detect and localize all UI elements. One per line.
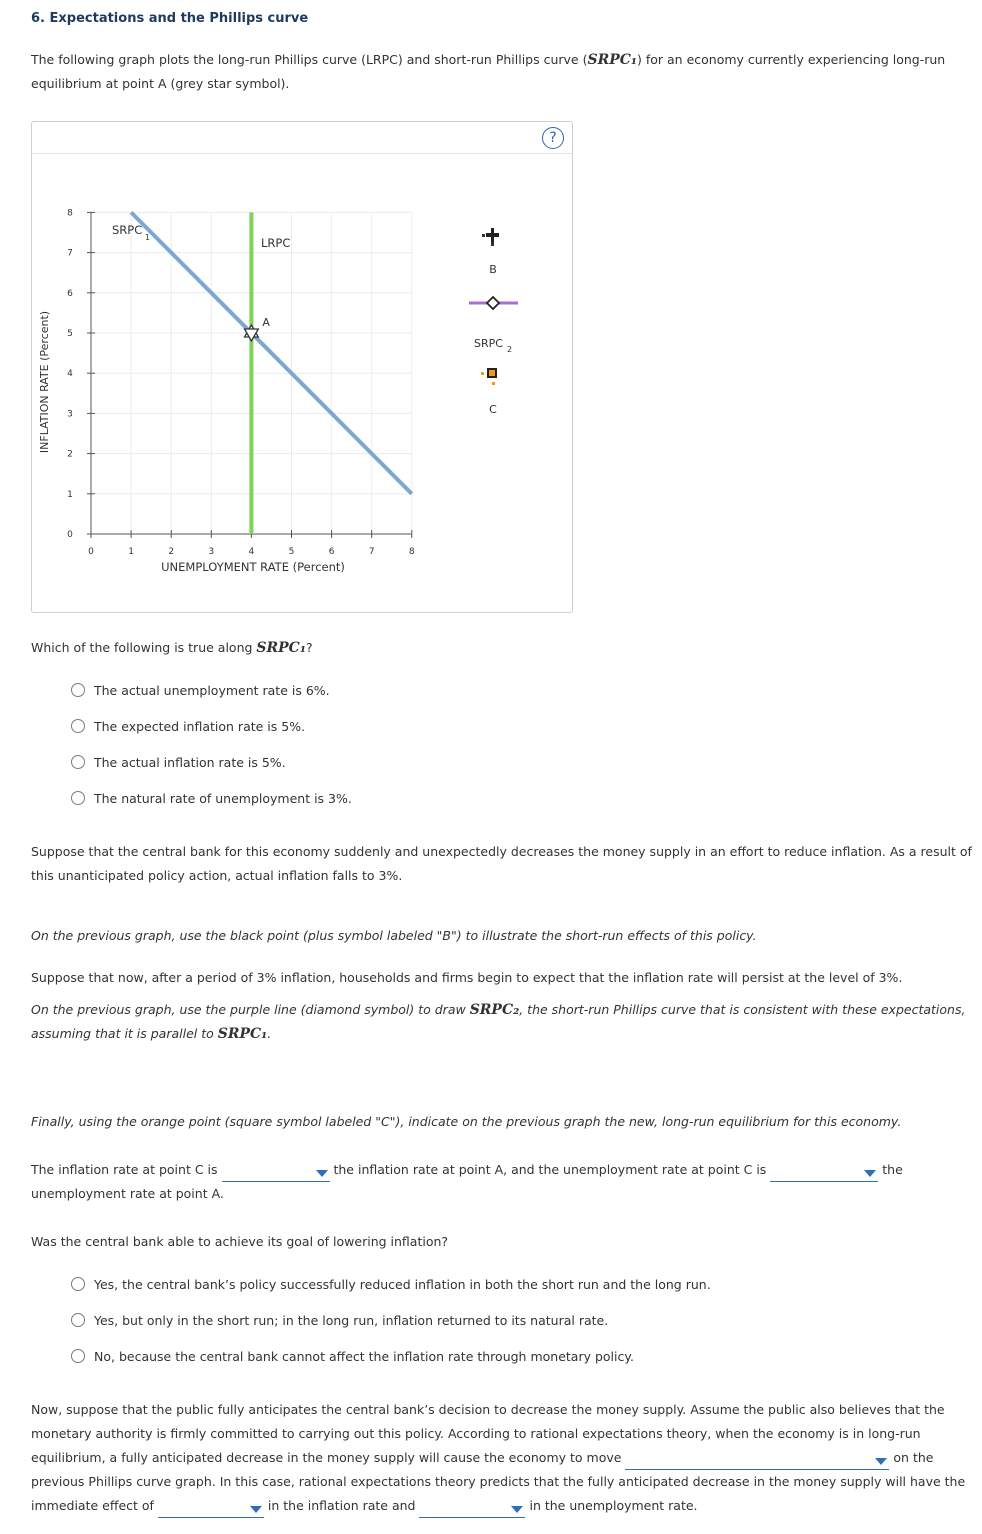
chevron-down-icon	[875, 1458, 887, 1465]
chevron-down-icon	[511, 1506, 523, 1513]
srpc2-line2-math: SRPC₁	[217, 1026, 268, 1042]
q1-option-4[interactable]	[71, 788, 352, 808]
q4-line3	[31, 1446, 933, 1470]
q3-prompt: Was the central bank able to achieve its goal of lowering inflation?	[31, 1234, 449, 1249]
x-tick-label: 5	[288, 547, 295, 557]
srpc2-line1-math: SRPC₂	[469, 1002, 520, 1018]
srpc2-line1-after: , the short-run Phillips curve that is consistent with these expectations,	[519, 1002, 966, 1017]
srpc1-line[interactable]	[131, 212, 412, 493]
plus-horizontal-bar-icon	[486, 233, 499, 237]
radio-button[interactable]	[71, 1349, 85, 1363]
phillips-curve-graph[interactable]	[31, 152, 571, 611]
chevron-down-icon	[864, 1170, 876, 1177]
radio-button[interactable]	[71, 683, 85, 697]
point-b-instruction: On the previous graph, use the black point (plus symbol labeled "B") to illustrate the short-run effects of this policy.	[31, 928, 757, 943]
x-tick-label: 4	[248, 547, 255, 557]
q4-line4: previous Phillips curve graph. In this case, rational expectations theory predicts that the fully anticipated decrease in the money supply will have the	[31, 1474, 966, 1489]
q4-line5-mid: in the inflation rate and	[267, 1498, 416, 1513]
palette-srpc2-label	[474, 337, 503, 350]
q4-line2: monetary authority is firmly committed to carrying out this policy. According to rational expectations theory, when the economy is in long-run	[31, 1426, 921, 1441]
q2-part2: the inflation rate at point A, and the unemployment rate at point C is	[333, 1162, 767, 1177]
q1-option-3[interactable]	[71, 752, 286, 772]
srpc2-line2-after: .	[267, 1026, 272, 1041]
central-bank-paragraph-line2: this unanticipated policy action, actual inflation falls to 3%.	[31, 868, 403, 883]
q1-option-text: The actual unemployment rate is 6%.	[94, 682, 330, 698]
palette-point-c[interactable]	[481, 368, 497, 385]
q2-line2: unemployment rate at point A.	[31, 1186, 224, 1201]
y-tick-label: 4	[67, 369, 73, 380]
palette-srpc2-subscript: 2	[507, 345, 513, 354]
palette-srpc2-label-main: SRPC	[474, 337, 503, 350]
central-bank-paragraph-line1: Suppose that the central bank for this economy suddenly and unexpectedly decreases the money supply in an effort to reduce inflation. As a result of	[31, 844, 972, 859]
q4-line5	[31, 1494, 698, 1518]
srpc1-label	[112, 223, 142, 237]
y-tick-label: 6	[67, 288, 73, 299]
x-tick-label: 6	[328, 547, 335, 557]
intro-text-before: The following graph plots the long-run Phillips curve (LRPC) and short-run Phillips curve (	[31, 52, 588, 67]
y-tick-label: 7	[67, 248, 73, 259]
y-tick-label: 8	[67, 208, 73, 219]
diamond-icon	[487, 297, 499, 309]
x-tick-label: 2	[168, 547, 175, 557]
palette-point-b[interactable]	[482, 228, 499, 246]
chevron-down-icon	[316, 1170, 328, 1177]
expectations-paragraph: Suppose that now, after a period of 3% inflation, households and firms begin to expect that the inflation rate will persist at the level of 3%.	[31, 970, 903, 985]
palette-srpc2-line-tool[interactable]	[469, 297, 518, 309]
intro-text-after: ) for an economy currently experiencing long-run	[637, 52, 946, 67]
q2-unemployment-comparison-dropdown[interactable]	[770, 1165, 878, 1182]
x-tick-label: 0	[88, 547, 94, 557]
radio-button[interactable]	[71, 755, 85, 769]
q3-option-text: No, because the central bank cannot affect the inflation rate through monetary policy.	[94, 1348, 634, 1364]
square-inner-icon	[489, 370, 495, 376]
q3-option-2[interactable]	[71, 1310, 608, 1330]
srpc2-instruction-line1	[31, 998, 965, 1022]
srpc2-line2-before: assuming that it is parallel to	[31, 1026, 218, 1041]
q2-part1: The inflation rate at point C is	[31, 1162, 218, 1177]
q3-option-text: Yes, but only in the short run; in the long run, inflation returned to its natural rate.	[94, 1312, 609, 1328]
radio-button[interactable]	[71, 719, 85, 733]
point-c-instruction: Finally, using the orange point (square symbol labeled "C"), indicate on the previous graph the new, long-run equilibrium for this economy.	[31, 1114, 902, 1129]
q4-line1: Now, suppose that the public fully anticipates the central bank’s decision to decrease the money supply. Assume the public also believes that the	[31, 1402, 945, 1417]
x-axis-title: UNEMPLOYMENT RATE (Percent)	[161, 560, 345, 574]
q1-option-2[interactable]	[71, 716, 305, 736]
y-tick-label: 2	[67, 449, 73, 460]
srpc2-line1-before: On the previous graph, use the purple line (diamond symbol) to draw	[31, 1002, 470, 1017]
square-handle-dot-icon	[492, 382, 495, 385]
q3-option-text: Yes, the central bank’s policy successfully reduced inflation in both the short run and the long run.	[94, 1276, 711, 1292]
q1-option-text: The actual inflation rate is 5%.	[94, 754, 286, 770]
q2-line1	[31, 1158, 903, 1182]
y-tick-label: 0	[67, 530, 73, 540]
y-tick-label: 5	[67, 329, 73, 339]
q2-part3: the	[882, 1162, 903, 1177]
radio-button[interactable]	[71, 791, 85, 805]
x-tick-label: 3	[208, 547, 215, 557]
q4-line3-before: equilibrium, a fully anticipated decrease in the money supply will cause the economy to move	[31, 1450, 622, 1465]
help-button[interactable]: ?	[542, 127, 564, 149]
q4-inflation-effect-dropdown[interactable]	[158, 1501, 264, 1518]
square-handle-dot-icon	[481, 372, 484, 375]
q4-line3-after: on the	[893, 1450, 934, 1465]
y-tick-label: 1	[67, 489, 73, 500]
intro-text-line2: equilibrium at point A (grey star symbol).	[31, 76, 290, 91]
q2-inflation-comparison-dropdown[interactable]	[222, 1165, 330, 1182]
chevron-down-icon	[250, 1506, 262, 1513]
q4-unemployment-effect-dropdown[interactable]	[419, 1501, 525, 1518]
graph-toolbar	[32, 122, 572, 154]
srpc1-label-main: SRPC	[112, 223, 143, 237]
q1-prompt-after: ?	[305, 640, 313, 655]
srpc1-label-subscript: 1	[145, 233, 151, 242]
q1-option-text: The natural rate of unemployment is 3%.	[94, 790, 352, 806]
q4-line5-before: immediate effect of	[31, 1498, 154, 1513]
radio-button[interactable]	[71, 1277, 85, 1291]
plus-handle-dot-icon	[482, 234, 485, 237]
srpc2-instruction-line2	[31, 1022, 271, 1046]
y-tick-label: 3	[67, 409, 73, 420]
intro-srpc1-math: SRPC₁	[587, 52, 638, 68]
point-a-label: A	[262, 316, 270, 329]
question-title: 6. Expectations and the Phillips curve	[31, 11, 309, 26]
intro-paragraph	[31, 48, 951, 96]
radio-button[interactable]	[71, 1313, 85, 1327]
lrpc-label: LRPC	[261, 236, 291, 250]
plus-handle-dot-icon	[491, 243, 494, 246]
palette-point-c-label: C	[489, 403, 497, 416]
x-tick-label: 8	[408, 547, 415, 557]
q4-movement-dropdown[interactable]	[625, 1453, 889, 1470]
y-axis-title: INFLATION RATE (Percent)	[38, 310, 51, 454]
q3-option-3[interactable]	[71, 1346, 634, 1366]
x-tick-label: 1	[128, 547, 134, 557]
q1-option-1[interactable]	[71, 680, 330, 700]
x-tick-label: 7	[368, 547, 375, 557]
q1-prompt-math: SRPC₁	[256, 640, 306, 656]
q1-option-text: The expected inflation rate is 5%.	[94, 718, 306, 734]
tick-labels	[67, 208, 415, 557]
palette-point-b-label: B	[489, 263, 497, 276]
q1-prompt	[31, 636, 313, 660]
q1-prompt-before: Which of the following is true along	[31, 640, 257, 655]
q4-line5-after: in the unemployment rate.	[529, 1498, 698, 1513]
q3-option-1[interactable]	[71, 1274, 711, 1294]
